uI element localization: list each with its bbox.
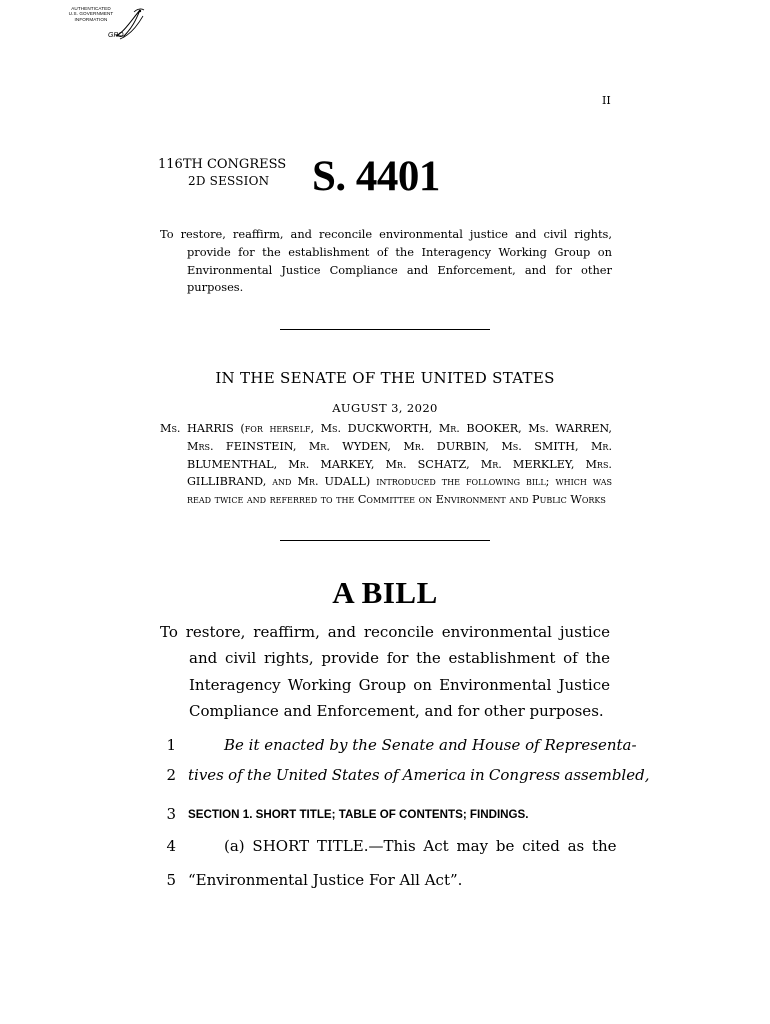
seal-line-3: INFORMATION — [74, 16, 108, 22]
short-title-text: “Environmental Justice For All Act”. — [188, 871, 463, 889]
short-purpose: To restore, reaffirm, and reconcile environmental justice and civil rights, provide for the establishment of the Interagency Working Group on Environmental Justice Compliance and Enforcement, and for other purposes. — [160, 227, 612, 295]
bill-number: S. 4401 — [312, 153, 440, 200]
page-mark: II — [602, 94, 611, 107]
bill-line — [160, 837, 617, 863]
bill-heading: A BILL — [332, 575, 438, 610]
introduction-date: AUGUST 3, 2020 — [332, 401, 438, 415]
bill-line — [160, 871, 612, 897]
lead-sponsor: Ms. HARRIS — [160, 422, 234, 435]
bill-line — [160, 805, 612, 831]
line-number: 3 — [166, 805, 176, 823]
long-purpose: To restore, reaffirm, and reconcile environmental justice and civil rights, provide for the establishment of the Interagency Working Group on Environmental Justice Compliance and Enforcement, and for other purposes. — [160, 623, 610, 720]
gpo-authentication-seal — [60, 6, 150, 46]
bill-line — [160, 736, 637, 762]
bill-line — [160, 766, 650, 792]
line-number: 1 — [166, 736, 176, 754]
line-number: 5 — [166, 871, 176, 889]
sponsors-text: (for herself, Ms. DUCKWORTH, Mr. BOOKER, Ms. WARREN, Mrs. FEINSTEIN, Mr. WYDEN, Mr. DURBIN, Ms. SMITH, Mr. BLUMENTHAL, Mr. MARKEY, Mr. SCHATZ, Mr. MERKLEY, Mrs. GILLIBRAND, and Mr. UDALL) introduced the following bill; which was read twice and referred to the Committee on Environment and Public Works — [187, 422, 612, 507]
eagle-icon — [110, 6, 146, 46]
section-heading: SECTION 1. SHORT TITLE; TABLE OF CONTENTS; FINDINGS. — [188, 808, 529, 821]
chamber-heading: IN THE SENATE OF THE UNITED STATES — [215, 369, 555, 387]
divider-rule — [280, 540, 490, 541]
seal-line-1: AUTHENTICATED — [71, 6, 111, 11]
sponsors-paragraph — [160, 420, 612, 509]
seal-line-2: U.S. GOVERNMENT — [68, 11, 114, 17]
congress-number: 116TH CONGRESS — [158, 157, 287, 172]
short-title-text: (a) SHORT TITLE.—This Act may be cited as the — [224, 837, 617, 855]
divider-rule — [280, 329, 490, 330]
seal-gpo-mark: GPO — [108, 32, 124, 39]
line-number: 4 — [166, 837, 176, 855]
enacting-clause: tives of the United States of America in Congress assembled, — [188, 766, 650, 784]
enacting-clause: Be it enacted by the Senate and House of Representa- — [224, 736, 637, 754]
session-number: 2D SESSION — [188, 174, 270, 188]
line-number: 2 — [166, 766, 176, 784]
